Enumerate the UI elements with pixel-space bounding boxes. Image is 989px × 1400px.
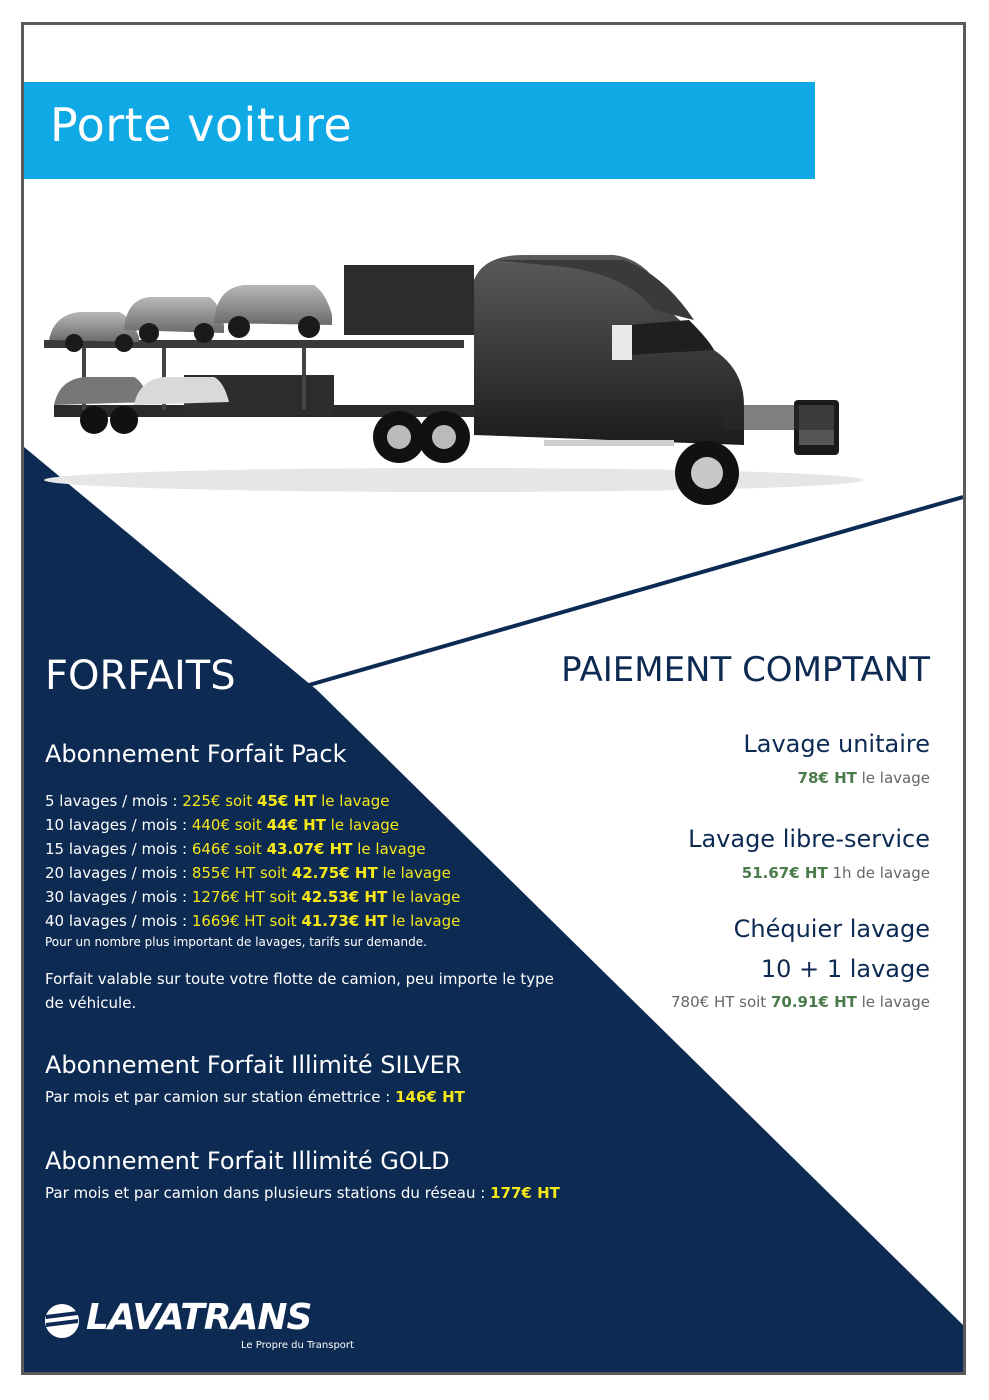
chequier-subheading: 10 + 1 lavage <box>760 955 930 983</box>
silver-heading: Abonnement Forfait Illimité SILVER <box>45 1051 462 1079</box>
lavage-unitaire-heading: Lavage unitaire <box>743 730 930 758</box>
car-carrier-truck-image <box>24 205 863 510</box>
pack-row: 40 lavages / mois : 1669€ HT soit 41.73€ HT le lavage <box>45 912 461 930</box>
pack-row: 15 lavages / mois : 646€ soit 43.07€ HT le lavage <box>45 840 426 858</box>
pack-note: Pour un nombre plus important de lavages, tarifs sur demande. <box>45 935 427 949</box>
page-title: Porte voiture <box>50 98 353 152</box>
logo-mark-icon <box>42 1301 82 1341</box>
forfaits-heading: FORFAITS <box>45 653 236 699</box>
pack-row: 20 lavages / mois : 855€ HT soit 42.75€ HT le lavage <box>45 864 451 882</box>
silver-description: Par mois et par camion sur station émettrice : 146€ HT <box>45 1088 465 1106</box>
logo-brand: LAVATRANS <box>86 1297 312 1338</box>
paiement-heading: PAIEMENT COMPTANT <box>561 650 930 690</box>
pack-row: 5 lavages / mois : 225€ soit 45€ HT le lavage <box>45 792 390 810</box>
page-frame <box>21 22 966 1375</box>
logo-tagline: Le Propre du Transport <box>241 1340 354 1351</box>
fleet-text: Forfait valable sur toute votre flotte de camion, peu importe le type de véhicule. <box>45 970 554 1012</box>
chequier-price: 780€ HT soit 70.91€ HT le lavage <box>671 993 930 1011</box>
chequier-heading: Chéquier lavage <box>733 915 930 943</box>
pack-row: 30 lavages / mois : 1276€ HT soit 42.53€ HT le lavage <box>45 888 461 906</box>
gold-description: Par mois et par camion dans plusieurs stations du réseau : 177€ HT <box>45 1184 560 1202</box>
pack-heading: Abonnement Forfait Pack <box>45 740 347 768</box>
lavatrans-logo <box>42 1297 362 1357</box>
pack-price-list <box>45 789 460 933</box>
lavage-unitaire-price: 78€ HT le lavage <box>797 769 930 787</box>
lavage-libre-price: 51.67€ HT 1h de lavage <box>741 864 930 882</box>
gold-heading: Abonnement Forfait Illimité GOLD <box>45 1147 450 1175</box>
title-banner <box>24 82 815 179</box>
pack-row: 10 lavages / mois : 440€ soit 44€ HT le lavage <box>45 816 400 834</box>
lavage-libre-heading: Lavage libre-service <box>688 825 930 853</box>
